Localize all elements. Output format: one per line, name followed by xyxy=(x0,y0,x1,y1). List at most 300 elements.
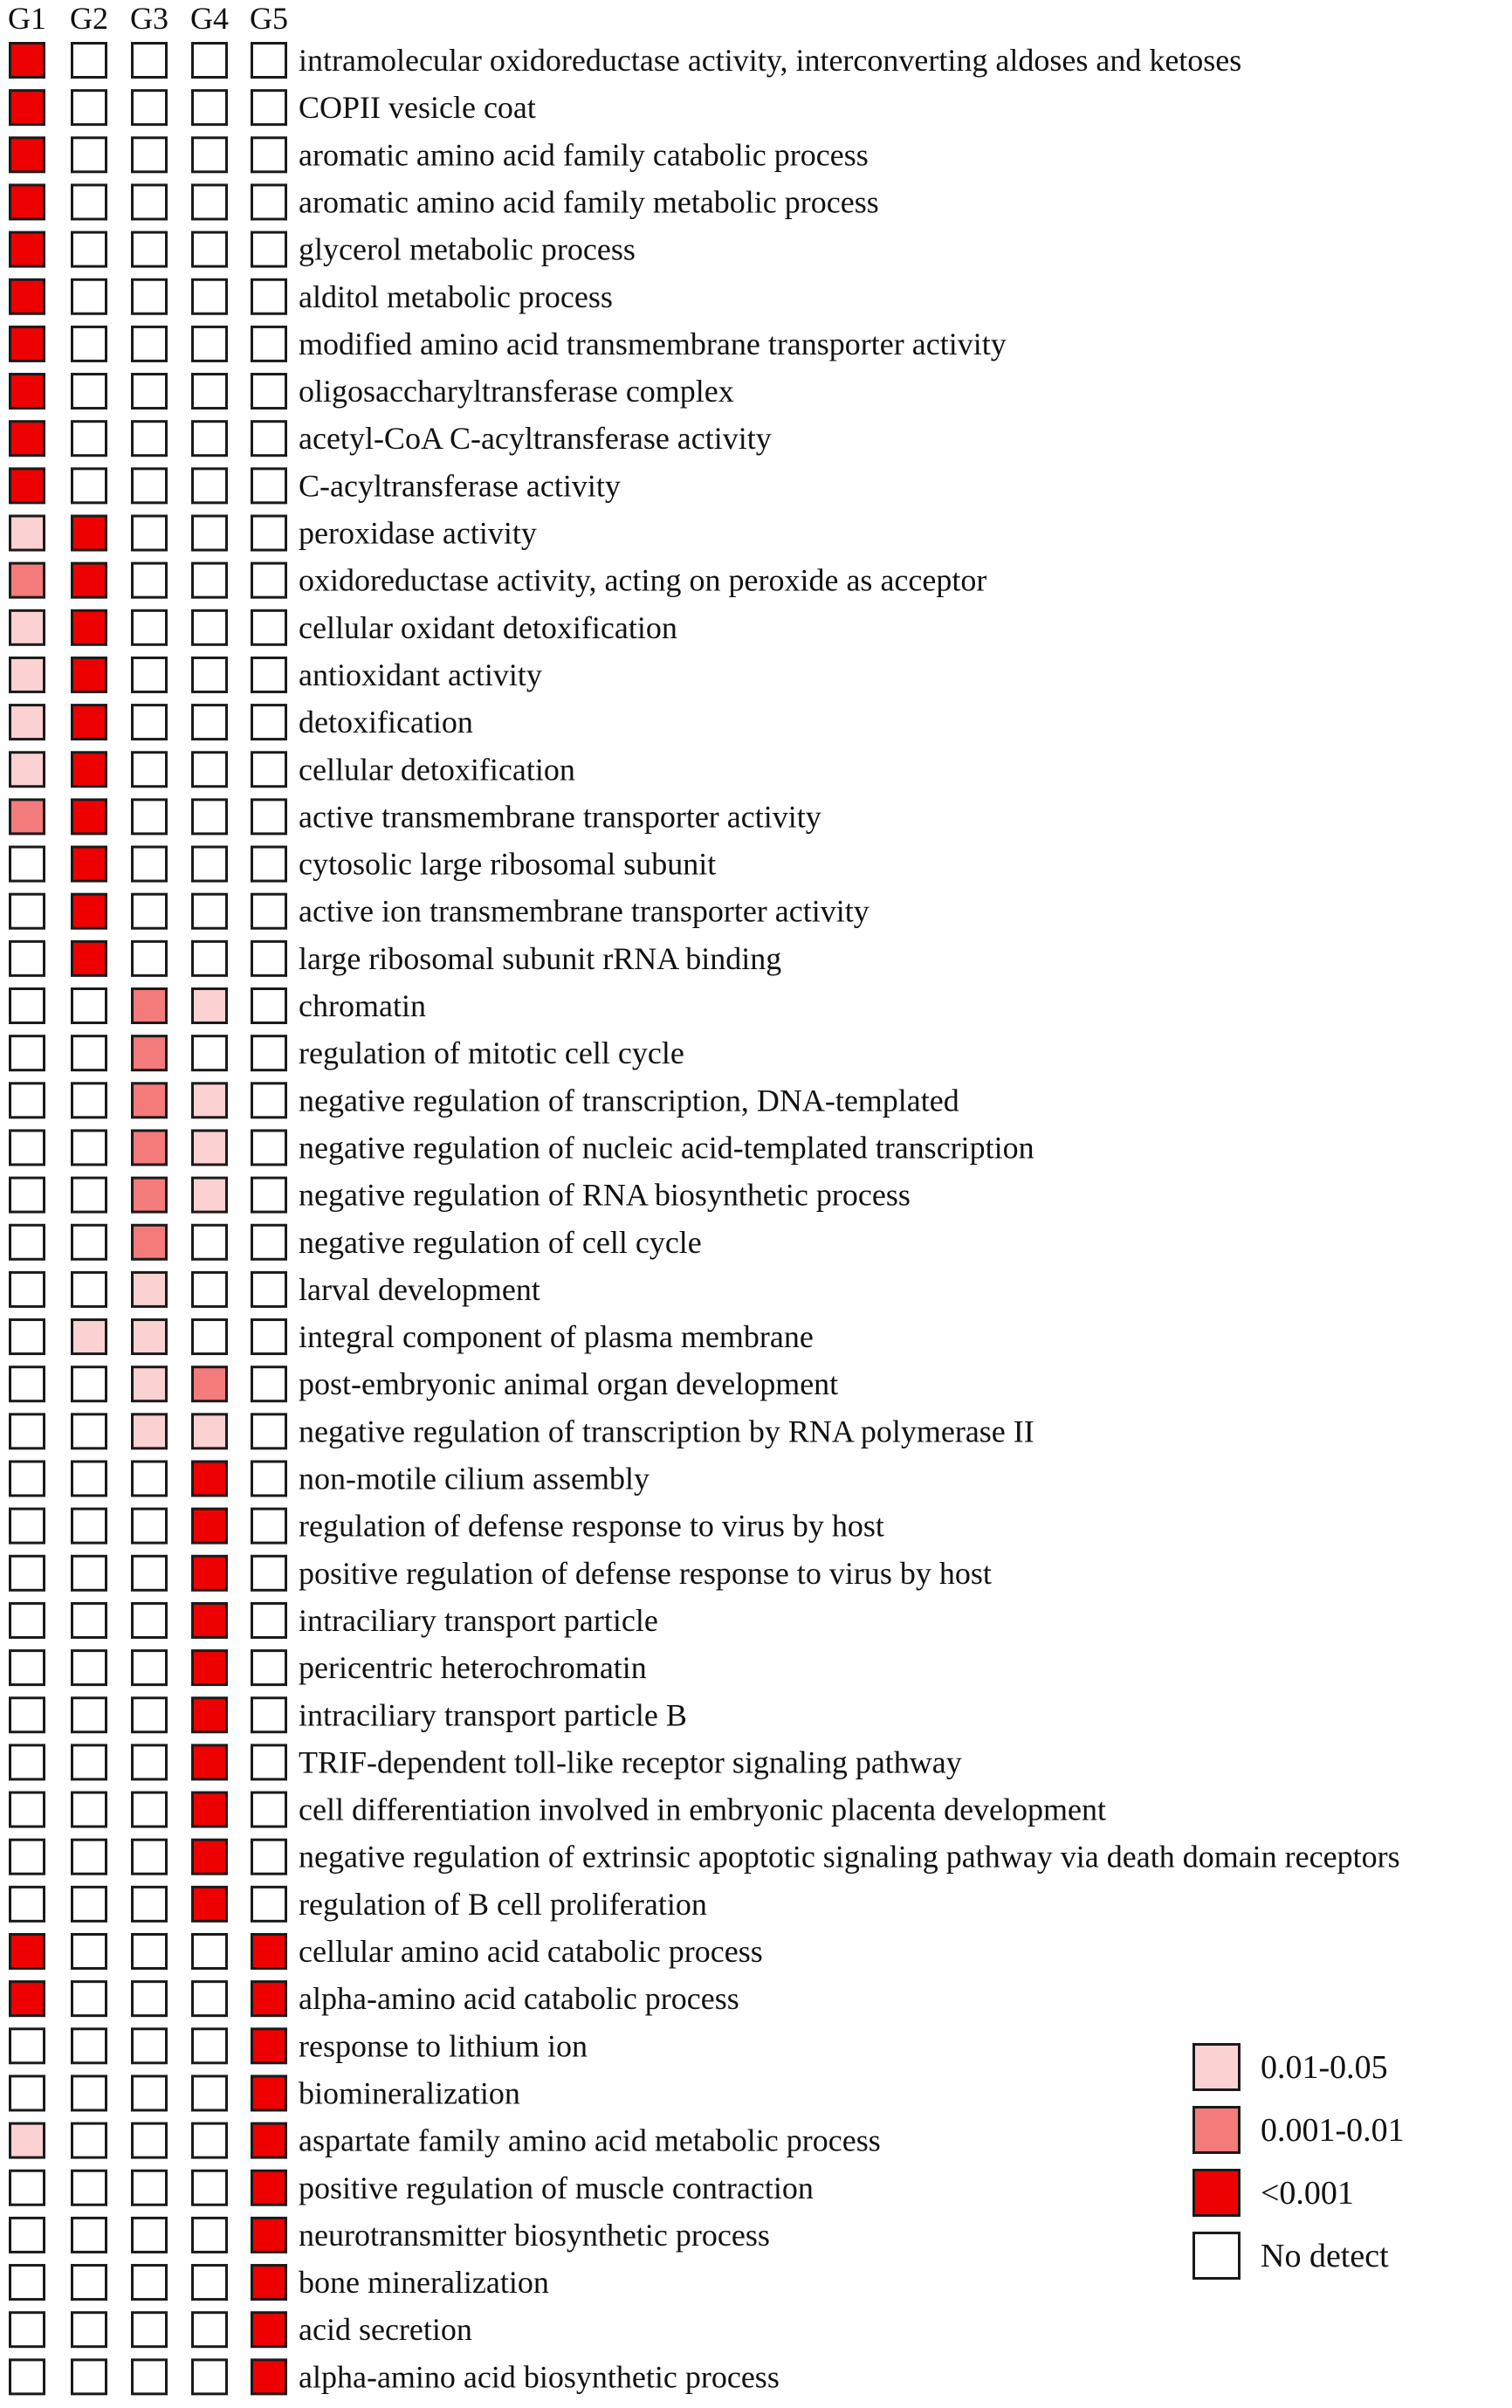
heatmap-cell-r13-g5 xyxy=(252,610,286,644)
heatmap-cell-r22-g2 xyxy=(72,1036,107,1070)
heatmap-cell-r2-g2 xyxy=(72,91,107,125)
heatmap-cell-r15-g5 xyxy=(252,705,286,740)
heatmap-cell-r37-g4 xyxy=(193,1745,227,1779)
heatmap-cell-r41-g3 xyxy=(133,1935,167,1969)
row-labels xyxy=(299,43,1400,2394)
row-label: bone mineralization xyxy=(299,2265,549,2301)
heatmap-cell-r44-g1 xyxy=(10,2076,45,2110)
heatmap-cell-r48-g2 xyxy=(72,2266,107,2300)
heatmap-cell-r12-g2 xyxy=(72,563,107,597)
heatmap-cell-r7-g4 xyxy=(193,327,227,361)
heatmap-cell-r31-g2 xyxy=(72,1462,107,1496)
heatmap-cell-r2-g3 xyxy=(133,91,167,125)
heatmap-cell-r1-g4 xyxy=(193,44,227,78)
row-label: glycerol metabolic process xyxy=(299,231,636,267)
heatmap-cell-r44-g3 xyxy=(133,2076,167,2110)
heatmap-cell-r21-g1 xyxy=(10,989,45,1023)
heatmap-cell-r38-g1 xyxy=(10,1792,45,1827)
heatmap-cell-r42-g2 xyxy=(72,1982,107,2016)
heatmap-cell-r40-g4 xyxy=(193,1887,227,1921)
heatmap-cell-r11-g1 xyxy=(10,516,45,550)
row-label: negative regulation of cell cycle xyxy=(299,1224,702,1260)
heatmap-cell-r30-g1 xyxy=(10,1414,45,1448)
heatmap-cell-r35-g2 xyxy=(72,1651,107,1685)
heatmap-cell-r14-g5 xyxy=(252,657,286,691)
heatmap-cell-r18-g3 xyxy=(133,847,167,881)
row-label: cytosolic large ribosomal subunit xyxy=(299,846,717,882)
heatmap-cell-r5-g2 xyxy=(72,232,107,266)
heatmap-cell-r10-g4 xyxy=(193,469,227,503)
heatmap-cell-r11-g3 xyxy=(133,516,167,550)
heatmap-cell-r39-g2 xyxy=(72,1840,107,1874)
heatmap-cell-r12-g4 xyxy=(193,563,227,597)
heatmap-cell-r25-g3 xyxy=(133,1178,167,1212)
row-label: negative regulation of nucleic acid-templated transcription xyxy=(299,1130,1034,1166)
heatmap-cell-r7-g5 xyxy=(252,327,286,361)
heatmap-cell-r19-g1 xyxy=(10,894,45,928)
column-header-g1: G1 xyxy=(8,1,46,36)
row-label: post-embryonic animal organ development xyxy=(299,1366,839,1402)
heatmap-cell-r28-g3 xyxy=(133,1320,167,1354)
row-label: active ion transmembrane transporter activity xyxy=(299,893,869,929)
heatmap-cell-r24-g1 xyxy=(10,1131,45,1165)
legend xyxy=(1194,2045,1405,2279)
heatmap-cell-r27-g3 xyxy=(133,1272,167,1306)
heatmap-cell-r49-g3 xyxy=(133,2313,167,2347)
column-header-g4: G4 xyxy=(190,1,229,36)
heatmap-cell-r40-g3 xyxy=(133,1887,167,1921)
heatmap-cell-r6-g4 xyxy=(193,279,227,313)
heatmap-cell-r24-g3 xyxy=(133,1131,167,1165)
column-header-g3: G3 xyxy=(130,1,168,36)
row-label: cellular amino acid catabolic process xyxy=(299,1934,763,1969)
row-label: COPII vesicle coat xyxy=(299,90,536,126)
heatmap-cell-r9-g3 xyxy=(133,422,167,456)
row-label: regulation of mitotic cell cycle xyxy=(299,1035,684,1071)
row-label: cellular oxidant detoxification xyxy=(299,609,677,645)
heatmap-cell-r33-g1 xyxy=(10,1556,45,1590)
heatmap-cell-r43-g3 xyxy=(133,2029,167,2063)
heatmap-cell-r8-g3 xyxy=(133,375,167,409)
heatmap-cell-r38-g3 xyxy=(133,1792,167,1827)
heatmap-cell-r30-g5 xyxy=(252,1414,286,1448)
row-label: response to lithium ion xyxy=(299,2028,588,2064)
heatmap-cell-r34-g2 xyxy=(72,1603,107,1637)
heatmap-cell-r35-g5 xyxy=(252,1651,286,1685)
heatmap-cell-r43-g4 xyxy=(193,2029,227,2063)
heatmap-cell-r33-g2 xyxy=(72,1556,107,1590)
heatmap-cell-r45-g4 xyxy=(193,2123,227,2157)
heatmap-cell-r34-g3 xyxy=(133,1603,167,1637)
heatmap-cell-r23-g2 xyxy=(72,1084,107,1118)
heatmap-cell-r5-g5 xyxy=(252,232,286,266)
heatmap-cell-r9-g4 xyxy=(193,422,227,456)
heatmap-cell-r25-g2 xyxy=(72,1178,107,1212)
heatmap-cell-r15-g2 xyxy=(72,705,107,740)
row-label: negative regulation of extrinsic apoptotic signaling pathway via death domain receptors xyxy=(299,1839,1400,1875)
heatmap-cell-r17-g5 xyxy=(252,800,286,834)
heatmap-cell-r29-g4 xyxy=(193,1367,227,1401)
heatmap-cell-r16-g1 xyxy=(10,753,45,787)
heatmap-cell-r5-g1 xyxy=(10,232,45,266)
heatmap-cell-r13-g4 xyxy=(193,610,227,644)
heatmap-cell-r42-g5 xyxy=(252,1982,286,2016)
row-label: regulation of defense response to virus by host xyxy=(299,1508,884,1544)
heatmap-cell-r27-g5 xyxy=(252,1272,286,1306)
row-label: large ribosomal subunit rRNA binding xyxy=(299,940,782,976)
row-label: C-acyltransferase activity xyxy=(299,468,621,504)
heatmap-cell-r43-g1 xyxy=(10,2029,45,2063)
heatmap-cell-r31-g4 xyxy=(193,1462,227,1496)
legend-swatch xyxy=(1194,2233,1240,2279)
heatmap-cell-r19-g3 xyxy=(133,894,167,928)
heatmap-cell-r24-g4 xyxy=(193,1131,227,1165)
heatmap-cell-r50-g1 xyxy=(10,2360,45,2394)
heatmap-cell-r27-g4 xyxy=(193,1272,227,1306)
heatmap-cell-r21-g2 xyxy=(72,989,107,1023)
row-label: acid secretion xyxy=(299,2312,472,2348)
heatmap-cell-r5-g4 xyxy=(193,232,227,266)
heatmap-cell-r42-g1 xyxy=(10,1982,45,2016)
row-label: cell differentiation involved in embryonic placenta development xyxy=(299,1792,1107,1827)
heatmap-cell-r28-g1 xyxy=(10,1320,45,1354)
heatmap-cell-r17-g2 xyxy=(72,800,107,834)
heatmap-cell-r14-g4 xyxy=(193,657,227,691)
heatmap-cell-r1-g3 xyxy=(133,44,167,78)
heatmap-cell-r6-g5 xyxy=(252,279,286,313)
heatmap-cell-r39-g4 xyxy=(193,1840,227,1874)
heatmap-cell-r11-g2 xyxy=(72,516,107,550)
heatmap-cell-r39-g5 xyxy=(252,1840,286,1874)
heatmap-cell-r1-g5 xyxy=(252,44,286,78)
heatmap-cell-r3-g4 xyxy=(193,138,227,172)
heatmap-cell-r12-g3 xyxy=(133,563,167,597)
heatmap-cell-r50-g3 xyxy=(133,2360,167,2394)
heatmap-cell-r22-g1 xyxy=(10,1036,45,1070)
row-label: larval development xyxy=(299,1271,540,1307)
heatmap-cell-r28-g4 xyxy=(193,1320,227,1354)
heatmap-cell-r44-g2 xyxy=(72,2076,107,2110)
heatmap-cell-r28-g2 xyxy=(72,1320,107,1354)
row-label: alpha-amino acid catabolic process xyxy=(299,1981,739,2017)
heatmap-cell-r24-g5 xyxy=(252,1131,286,1165)
heatmap-cell-r37-g3 xyxy=(133,1745,167,1779)
row-label: antioxidant activity xyxy=(299,657,542,692)
heatmap-cell-r43-g2 xyxy=(72,2029,107,2063)
heatmap-cell-r18-g1 xyxy=(10,847,45,881)
heatmap-cell-r16-g3 xyxy=(133,753,167,787)
heatmap-cell-r18-g4 xyxy=(193,847,227,881)
heatmap-cell-r31-g3 xyxy=(133,1462,167,1496)
heatmap-cell-r38-g4 xyxy=(193,1792,227,1827)
row-label: intraciliary transport particle xyxy=(299,1602,658,1638)
heatmap-cell-r33-g4 xyxy=(193,1556,227,1590)
heatmap-cell-r40-g5 xyxy=(252,1887,286,1921)
heatmap-cell-r17-g4 xyxy=(193,800,227,834)
heatmap-cell-r6-g1 xyxy=(10,279,45,313)
heatmap-cell-r14-g3 xyxy=(133,657,167,691)
row-label: TRIF-dependent toll-like receptor signaling pathway xyxy=(299,1744,962,1780)
column-header-g5: G5 xyxy=(250,1,288,36)
heatmap-cell-r49-g5 xyxy=(252,2313,286,2347)
heatmap-cell-r47-g5 xyxy=(252,2218,286,2252)
heatmap-cell-r16-g4 xyxy=(193,753,227,787)
legend-label: 0.001-0.01 xyxy=(1261,2112,1405,2149)
legend-swatch xyxy=(1194,2045,1240,2090)
row-label: intraciliary transport particle B xyxy=(299,1697,687,1733)
row-label: oligosaccharyltransferase complex xyxy=(299,374,734,409)
heatmap-cell-r48-g3 xyxy=(133,2266,167,2300)
heatmap-cell-r29-g1 xyxy=(10,1367,45,1401)
heatmap-cell-r34-g4 xyxy=(193,1603,227,1637)
column-header-g2: G2 xyxy=(70,1,108,36)
heatmap-cell-r8-g4 xyxy=(193,375,227,409)
heatmap-cell-r27-g2 xyxy=(72,1272,107,1306)
heatmap-cell-r46-g2 xyxy=(72,2171,107,2205)
heatmap-cell-r4-g4 xyxy=(193,185,227,219)
heatmap-cell-r45-g2 xyxy=(72,2123,107,2157)
row-label: regulation of B cell proliferation xyxy=(299,1886,707,1922)
heatmap-cell-r13-g3 xyxy=(133,610,167,644)
heatmap-cell-r22-g3 xyxy=(133,1036,167,1070)
row-label: aspartate family amino acid metabolic process xyxy=(299,2122,881,2158)
heatmap-cell-r25-g5 xyxy=(252,1178,286,1212)
heatmap-cell-r13-g1 xyxy=(10,610,45,644)
heatmap-cell-r3-g5 xyxy=(252,138,286,172)
heatmap-cell-r39-g3 xyxy=(133,1840,167,1874)
heatmap-cell-r17-g3 xyxy=(133,800,167,834)
heatmap-cell-r7-g2 xyxy=(72,327,107,361)
heatmap-cell-r14-g1 xyxy=(10,657,45,691)
row-label: peroxidase activity xyxy=(299,515,537,551)
heatmap-cell-r7-g1 xyxy=(10,327,45,361)
heatmap-cell-r41-g4 xyxy=(193,1935,227,1969)
heatmap-cell-r21-g4 xyxy=(193,989,227,1023)
heatmap-cell-r2-g5 xyxy=(252,91,286,125)
heatmap-cell-r37-g1 xyxy=(10,1745,45,1779)
heatmap-cell-r5-g3 xyxy=(133,232,167,266)
heatmap-cell-r20-g1 xyxy=(10,941,45,975)
heatmap-cell-r6-g2 xyxy=(72,279,107,313)
heatmap-cell-r15-g3 xyxy=(133,705,167,740)
heatmap-cell-r10-g1 xyxy=(10,469,45,503)
heatmap-cell-r33-g5 xyxy=(252,1556,286,1590)
heatmap-cell-r36-g1 xyxy=(10,1698,45,1732)
heatmap-cell-r19-g2 xyxy=(72,894,107,928)
row-label: negative regulation of transcription by RNA polymerase II xyxy=(299,1414,1034,1449)
heatmap-cell-r23-g1 xyxy=(10,1084,45,1118)
heatmap-cell-r46-g3 xyxy=(133,2171,167,2205)
heatmap-cell-r40-g2 xyxy=(72,1887,107,1921)
heatmap-cell-r20-g2 xyxy=(72,941,107,975)
heatmap-cell-r18-g5 xyxy=(252,847,286,881)
heatmap-cell-r48-g1 xyxy=(10,2266,45,2300)
heatmap-cell-r10-g2 xyxy=(72,469,107,503)
heatmap-cell-r38-g5 xyxy=(252,1792,286,1827)
heatmap-cell-r16-g2 xyxy=(72,753,107,787)
heatmap-cell-r19-g5 xyxy=(252,894,286,928)
heatmap-cell-r11-g4 xyxy=(193,516,227,550)
heatmap-cell-r19-g4 xyxy=(193,894,227,928)
heatmap-cell-r17-g1 xyxy=(10,800,45,834)
heatmap-cell-r10-g3 xyxy=(133,469,167,503)
row-label: aromatic amino acid family metabolic process xyxy=(299,184,879,220)
heatmap-cell-r13-g2 xyxy=(72,610,107,644)
heatmap-cell-r8-g2 xyxy=(72,375,107,409)
heatmap-cell-r7-g3 xyxy=(133,327,167,361)
heatmap-cell-r35-g1 xyxy=(10,1651,45,1685)
heatmap-cell-r18-g2 xyxy=(72,847,107,881)
heatmap-cell-r8-g1 xyxy=(10,375,45,409)
heatmap-cell-r4-g3 xyxy=(133,185,167,219)
heatmap-cell-r32-g4 xyxy=(193,1509,227,1543)
heatmap-cell-r29-g2 xyxy=(72,1367,107,1401)
heatmap-cell-r22-g4 xyxy=(193,1036,227,1070)
heatmap-cell-r20-g5 xyxy=(252,941,286,975)
heatmap-cell-r36-g4 xyxy=(193,1698,227,1732)
row-label: integral component of plasma membrane xyxy=(299,1319,814,1355)
heatmap-cell-r25-g4 xyxy=(193,1178,227,1212)
heatmap-cell-r2-g1 xyxy=(10,91,45,125)
heatmap-cell-r45-g3 xyxy=(133,2123,167,2157)
heatmap-cell-r25-g1 xyxy=(10,1178,45,1212)
heatmap-cell-r32-g1 xyxy=(10,1509,45,1543)
heatmap-cell-r8-g5 xyxy=(252,375,286,409)
heatmap-cell-r49-g2 xyxy=(72,2313,107,2347)
heatmap-cell-r42-g3 xyxy=(133,1982,167,2016)
row-label: cellular detoxification xyxy=(299,752,575,788)
heatmap-cell-r10-g5 xyxy=(252,469,286,503)
row-label: active transmembrane transporter activity xyxy=(299,799,821,835)
heatmap-cell-r45-g5 xyxy=(252,2123,286,2157)
heatmap-cell-r29-g3 xyxy=(133,1367,167,1401)
heatmap-cell-r48-g5 xyxy=(252,2266,286,2300)
row-label: non-motile cilium assembly xyxy=(299,1461,649,1496)
heatmap-cell-r26-g1 xyxy=(10,1225,45,1259)
legend-label: 0.01-0.05 xyxy=(1261,2049,1388,2086)
heatmap-cell-r28-g5 xyxy=(252,1320,286,1354)
row-label: positive regulation of defense response to virus by host xyxy=(299,1555,992,1591)
row-label: negative regulation of transcription, DNA-templated xyxy=(299,1083,959,1118)
heatmap-cell-r27-g1 xyxy=(10,1272,45,1306)
row-label: aromatic amino acid family catabolic process xyxy=(299,137,869,173)
heatmap-cell-r46-g4 xyxy=(193,2171,227,2205)
heatmap-cell-r32-g3 xyxy=(133,1509,167,1543)
heatmap-cell-r4-g5 xyxy=(252,185,286,219)
heatmap-cell-r9-g1 xyxy=(10,422,45,456)
row-label: intramolecular oxidoreductase activity, interconverting aldoses and ketoses xyxy=(299,43,1242,78)
heatmap-cell-r12-g1 xyxy=(10,563,45,597)
heatmap-cell-r39-g1 xyxy=(10,1840,45,1874)
row-label: chromatin xyxy=(299,988,426,1023)
heatmap-cell-r43-g5 xyxy=(252,2029,286,2063)
heatmap-cells xyxy=(10,44,286,2394)
heatmap-cell-r29-g5 xyxy=(252,1367,286,1401)
heatmap-cell-r26-g4 xyxy=(193,1225,227,1259)
heatmap-cell-r49-g1 xyxy=(10,2313,45,2347)
heatmap-cell-r44-g4 xyxy=(193,2076,227,2110)
heatmap-cell-r4-g2 xyxy=(72,185,107,219)
heatmap-cell-r22-g5 xyxy=(252,1036,286,1070)
heatmap-cell-r23-g5 xyxy=(252,1084,286,1118)
row-label: alpha-amino acid biosynthetic process xyxy=(299,2359,780,2395)
heatmap-cell-r36-g3 xyxy=(133,1698,167,1732)
heatmap-cell-r40-g1 xyxy=(10,1887,45,1921)
heatmap-cell-r36-g2 xyxy=(72,1698,107,1732)
heatmap-cell-r49-g4 xyxy=(193,2313,227,2347)
heatmap-cell-r1-g1 xyxy=(10,44,45,78)
heatmap-cell-r6-g3 xyxy=(133,279,167,313)
row-label: detoxification xyxy=(299,705,473,740)
heatmap-cell-r26-g2 xyxy=(72,1225,107,1259)
heatmap-cell-r30-g4 xyxy=(193,1414,227,1448)
heatmap-cell-r46-g1 xyxy=(10,2171,45,2205)
legend-label: <0.001 xyxy=(1261,2175,1354,2212)
legend-swatch xyxy=(1194,2108,1240,2153)
heatmap-cell-r30-g3 xyxy=(133,1414,167,1448)
heatmap-cell-r2-g4 xyxy=(193,91,227,125)
heatmap-cell-r4-g1 xyxy=(10,185,45,219)
row-label: alditol metabolic process xyxy=(299,279,613,314)
heatmap-cell-r20-g4 xyxy=(193,941,227,975)
row-label: biomineralization xyxy=(299,2075,520,2111)
heatmap-cell-r26-g5 xyxy=(252,1225,286,1259)
heatmap-cell-r34-g5 xyxy=(252,1603,286,1637)
heatmap-cell-r35-g4 xyxy=(193,1651,227,1685)
heatmap-cell-r44-g5 xyxy=(252,2076,286,2110)
heatmap-cell-r47-g2 xyxy=(72,2218,107,2252)
heatmap-cell-r16-g5 xyxy=(252,753,286,787)
heatmap-cell-r20-g3 xyxy=(133,941,167,975)
row-label: positive regulation of muscle contraction xyxy=(299,2170,814,2205)
heatmap-cell-r47-g4 xyxy=(193,2218,227,2252)
heatmap-cell-r9-g5 xyxy=(252,422,286,456)
heatmap-cell-r50-g2 xyxy=(72,2360,107,2394)
heatmap-cell-r33-g3 xyxy=(133,1556,167,1590)
heatmap-cell-r11-g5 xyxy=(252,516,286,550)
heatmap-cell-r31-g5 xyxy=(252,1462,286,1496)
heatmap-cell-r15-g1 xyxy=(10,705,45,740)
column-headers xyxy=(8,1,288,36)
heatmap-cell-r1-g2 xyxy=(72,44,107,78)
heatmap-cell-r23-g3 xyxy=(133,1084,167,1118)
legend-label: No detect xyxy=(1261,2238,1389,2274)
row-label: negative regulation of RNA biosynthetic process xyxy=(299,1177,911,1213)
row-label: pericentric heterochromatin xyxy=(299,1650,647,1686)
heatmap-cell-r30-g2 xyxy=(72,1414,107,1448)
heatmap-cell-r37-g2 xyxy=(72,1745,107,1779)
heatmap-cell-r14-g2 xyxy=(72,657,107,691)
heatmap-cell-r15-g4 xyxy=(193,705,227,740)
legend-swatch xyxy=(1194,2171,1240,2216)
heatmap-cell-r32-g5 xyxy=(252,1509,286,1543)
row-label: neurotransmitter biosynthetic process xyxy=(299,2217,770,2253)
heatmap-cell-r35-g3 xyxy=(133,1651,167,1685)
row-label: oxidoreductase activity, acting on peroxide as acceptor xyxy=(299,562,987,598)
heatmap-cell-r24-g2 xyxy=(72,1131,107,1165)
heatmap-cell-r3-g2 xyxy=(72,138,107,172)
heatmap-cell-r9-g2 xyxy=(72,422,107,456)
row-label: acetyl-CoA C-acyltransferase activity xyxy=(299,421,772,457)
heatmap-cell-r31-g1 xyxy=(10,1462,45,1496)
heatmap-cell-r41-g2 xyxy=(72,1935,107,1969)
heatmap-cell-r47-g1 xyxy=(10,2218,45,2252)
heatmap-cell-r50-g4 xyxy=(193,2360,227,2394)
heatmap-cell-r45-g1 xyxy=(10,2123,45,2157)
heatmap-cell-r26-g3 xyxy=(133,1225,167,1259)
heatmap-cell-r37-g5 xyxy=(252,1745,286,1779)
heatmap-cell-r34-g1 xyxy=(10,1603,45,1637)
